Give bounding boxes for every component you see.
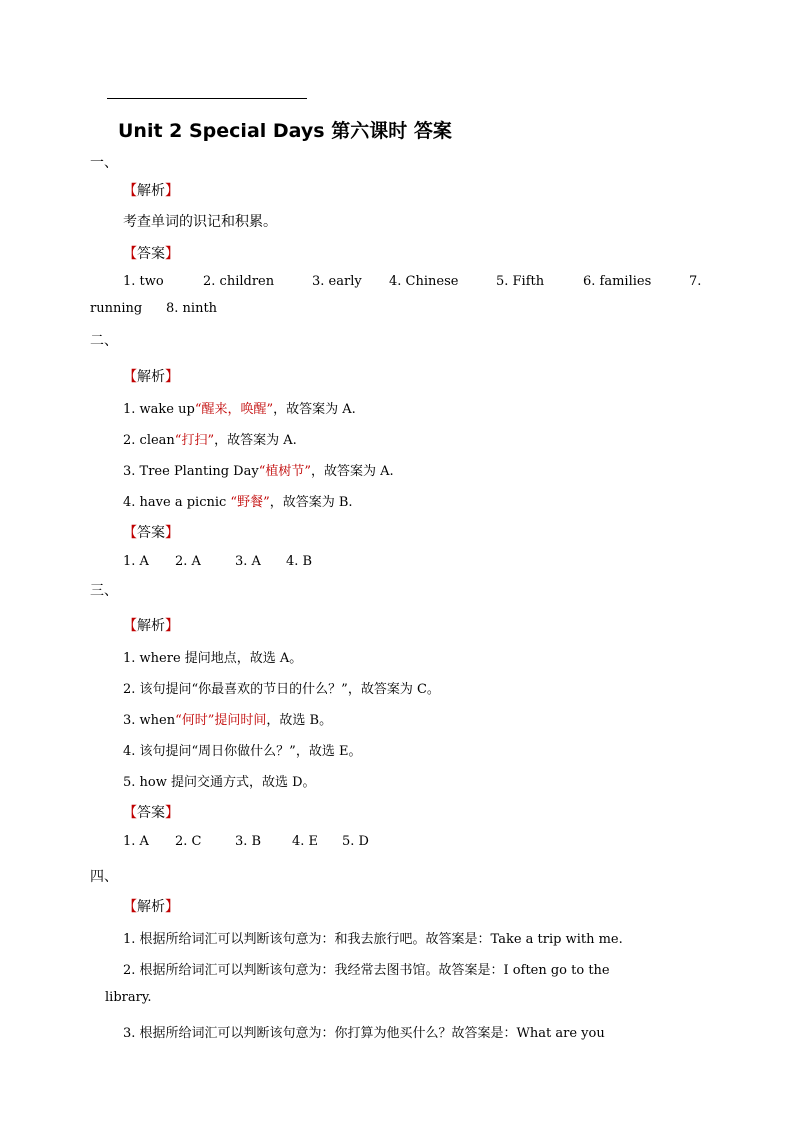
answer-tag: 【答案】 bbox=[123, 246, 179, 262]
answer-item: 6. families bbox=[583, 274, 652, 289]
section-4-line-3: 3. 根据所给词汇可以判断该句意为：你打算为他买什么？故答案是：What are you bbox=[123, 1026, 605, 1041]
answer-item: 1. A bbox=[123, 834, 149, 849]
answer-item: 3. early bbox=[312, 274, 362, 289]
answer-item: 4. B bbox=[286, 554, 313, 569]
page-title: Unit 2 Special Days 第六课时 答案 bbox=[118, 120, 452, 142]
answer-tag: 【答案】 bbox=[123, 805, 179, 821]
answer-item: 5. Fifth bbox=[496, 274, 545, 289]
answer-tag: 【答案】 bbox=[123, 525, 179, 541]
answer-item: 2. children bbox=[203, 274, 275, 289]
analysis-tag: 【解析】 bbox=[123, 618, 179, 634]
section-4-line-2-cont: library. bbox=[105, 990, 152, 1005]
section-4-line-1: 1. 根据所给词汇可以判断该句意为：和我去旅行吧。故答案是：Take a trip with me. bbox=[123, 932, 623, 947]
section-4-number: 四、 bbox=[90, 869, 118, 885]
answer-item: 3. B bbox=[235, 834, 262, 849]
section-2-line-1: 1. wake up“醒来，唤醒”，故答案为 A. bbox=[123, 402, 356, 417]
section-2-answers bbox=[0, 554, 794, 574]
section-3-line-3: 3. when“何时”提问时间，故选 B。 bbox=[123, 713, 333, 728]
section-4-line-2: 2. 根据所给词汇可以判断该句意为：我经常去图书馆。故答案是：I often go to the bbox=[123, 963, 610, 978]
answer-item: 5. D bbox=[342, 834, 369, 849]
answer-item: running bbox=[90, 301, 143, 316]
section-1-answers-cont bbox=[0, 301, 794, 321]
section-2-line-2: 2. clean“打扫”，故答案为 A. bbox=[123, 433, 297, 448]
analysis-tag: 【解析】 bbox=[123, 899, 179, 915]
answer-item: 8. ninth bbox=[166, 301, 218, 316]
section-1-number: 一、 bbox=[90, 155, 118, 171]
answer-item: 2. C bbox=[175, 834, 202, 849]
section-3-number: 三、 bbox=[90, 583, 118, 599]
section-3-line-2: 2. 该句提问“你最喜欢的节日的什么？”，故答案为 C。 bbox=[123, 682, 440, 697]
answer-item: 1. two bbox=[123, 274, 164, 289]
answer-item: 1. A bbox=[123, 554, 149, 569]
section-3-line-5: 5. how 提问交通方式，故选 D。 bbox=[123, 775, 316, 790]
section-2-line-3: 3. Tree Planting Day“植树节”，故答案为 A. bbox=[123, 464, 394, 479]
section-2-number: 二、 bbox=[90, 333, 118, 349]
section-3-line-1: 1. where 提问地点，故选 A。 bbox=[123, 651, 303, 666]
section-2-line-4: 4. have a picnic “野餐”，故答案为 B. bbox=[123, 495, 353, 510]
header-rule bbox=[107, 98, 307, 99]
answer-item: 2. A bbox=[175, 554, 201, 569]
answer-item: 7. bbox=[689, 274, 702, 289]
section-3-line-4: 4. 该句提问“周日你做什么？”，故选 E。 bbox=[123, 744, 362, 759]
answer-item: 4. Chinese bbox=[389, 274, 459, 289]
answer-item: 4. E bbox=[292, 834, 319, 849]
analysis-tag: 【解析】 bbox=[123, 369, 179, 385]
section-1-answers bbox=[0, 274, 794, 294]
analysis-tag: 【解析】 bbox=[123, 183, 179, 199]
section-1-analysis: 考查单词的识记和积累。 bbox=[123, 214, 277, 230]
section-3-answers bbox=[0, 834, 794, 854]
answer-item: 3. A bbox=[235, 554, 261, 569]
